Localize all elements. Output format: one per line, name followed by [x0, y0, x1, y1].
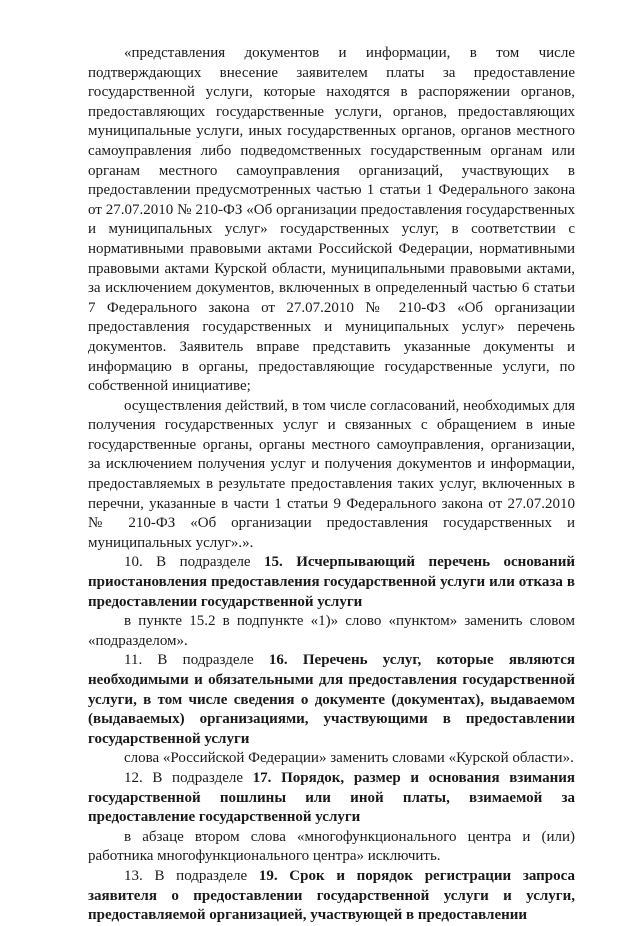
- amendment-10-body: [88, 612, 575, 651]
- amendment-13-intro: [88, 867, 575, 926]
- paragraph-text: слова «Российской Федерации» заменить словами «Курской области».: [124, 750, 574, 767]
- section-19-title: 19. Срок и порядок регистрации запроса заявителя о предоставлении государственной услуги и услуги, предоставляемой организацией, участвующей в предоставлении: [88, 867, 575, 924]
- paragraph-text: в пункте 15.2 в подпункте «1)» слово «пунктом» заменить словом «подразделом».: [88, 613, 575, 649]
- amendment-10-intro: [88, 553, 575, 612]
- amendment-12-intro: [88, 769, 575, 828]
- paragraph-text: в абзаце втором слова «многофункционального центра и (или) работника многофункционального центра» исключить.: [88, 828, 575, 865]
- paragraph-actions-list: [88, 397, 575, 554]
- paragraph-documents-list: [88, 44, 575, 397]
- amendment-12-body: [88, 828, 575, 867]
- section-16-title: 16. Перечень услуг, которые являются необходимыми и обязательными для предоставления государственной услуги, в том числе сведения о документе (документах), выдаваемом (выдаваемых) организациями, участвующими в предоставлении государственной услуги: [88, 652, 575, 747]
- document-page: [88, 44, 575, 926]
- section-15-title: 15. Исчерпывающий перечень оснований приостановления предоставления государственной услуги или отказа в предоставлении государственной услуги: [88, 554, 575, 610]
- amendment-number-text: 10. В подразделе: [124, 554, 265, 571]
- amendment-number-text: 13. В подразделе: [124, 867, 259, 884]
- amendment-number-text: 11. В подразделе: [124, 652, 269, 669]
- amendment-11-intro: [88, 651, 575, 749]
- amendment-number-text: 12. В подразделе: [124, 769, 253, 786]
- paragraph-text: «представления документов и информации, в том числе подтверждающих внесение заявителем платы за предоставление государственной услуги, которые находятся в распоряжении органов, предоставляющих государственные услуги, органов, предоставляющих муниципальные услуги, иных государственных органов, органов местного самоуправления либо подведомственных государственным органам или органам местного самоуправления организаций, участвующих в предоставлении предусмотренных частью 1 статьи 1 Федерального закона от 27.07.2010 № 210-ФЗ «Об организации предоставления государственных и муниципальных услуг» государственных услуг, в соответствии с нормативными правовыми актами Российской Федерации, нормативными правовыми актами Курской области, муниципальными правовыми актами, за исключением документов, включенных в определенный частью 6 статьи 7 Федерального закона от 27.07.2010 № 210-ФЗ «Об организации предоставления государственных и муниципальных услуг» перечень документов. Заявитель вправе представить указанные документы и информацию в органы, предоставляющие государственные услуги, по собственной инициативе;: [88, 45, 575, 395]
- amendment-11-body: [88, 749, 575, 769]
- section-17-title: 17. Порядок, размер и основания взимания государственной пошлины или иной платы, взимаемой за предоставление государственной услуги: [88, 769, 575, 826]
- paragraph-text: осуществления действий, в том числе согласований, необходимых для получения государственных услуг и связанных с обращением в иные государственные органы, органы местного самоуправления, организации, за исключением получения услуг и получения документов и информации, предоставляемых в результате предоставления таких услуг, включенных в перечни, указанные в части 1 статьи 9 Федерального закона от 27.07.2010 № 210-ФЗ «Об организации предоставления государственных и муниципальных услуг».».: [88, 397, 575, 551]
